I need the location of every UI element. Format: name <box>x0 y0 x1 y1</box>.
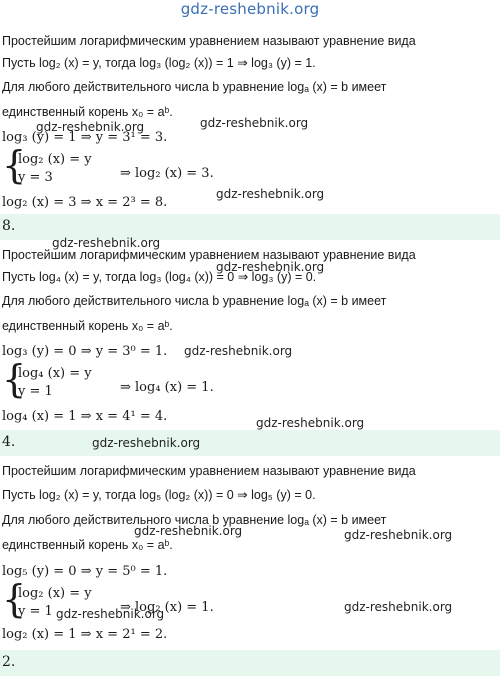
watermark: gdz-reshebnik.org <box>134 524 243 538</box>
answer-bar <box>0 650 500 676</box>
watermark: gdz-reshebnik.org <box>92 436 201 450</box>
substitution-line: Пусть log₂ (x) = y, тогда log₃ (log₂ (x)) = 1 ⇒ log₃ (y) = 1. <box>2 56 316 70</box>
intro-text: Простейшим логарифмическим уравнением называют уравнение вида <box>2 464 416 478</box>
root-line: единственный корень x₀ = aᵇ. <box>2 105 173 119</box>
final-line: log₂ (x) = 1 ⇒ x = 2¹ = 2. <box>2 627 168 642</box>
rule-line: Для любого действительного числа b уравнение logₐ (x) = b имеет <box>2 80 387 94</box>
root-line: единственный корень x₀ = aᵇ. <box>2 538 173 552</box>
answer-value: 8. <box>2 218 16 234</box>
answer-bar <box>0 430 500 456</box>
answer-value: 2. <box>2 654 16 670</box>
watermark: gdz-reshebnik.org <box>56 607 165 621</box>
site-header-link[interactable]: gdz-reshebnik.org <box>180 0 320 18</box>
system-bottom: y = 1 <box>18 604 53 619</box>
rule-line: Для любого действительного числа b уравнение logₐ (x) = b имеет <box>2 294 387 308</box>
system-result: ⇒ log₂ (x) = 3. <box>120 166 214 181</box>
brace-icon: { <box>2 143 27 187</box>
system-result: ⇒ log₂ (x) = 1. <box>120 600 214 615</box>
step-line: log₃ (y) = 0 ⇒ y = 3⁰ = 1. <box>2 344 168 359</box>
intro-text: Простейшим логарифмическим уравнением называют уравнение вида <box>2 34 416 48</box>
substitution-line: Пусть log₄ (x) = y, тогда log₃ (log₄ (x)) = 0 ⇒ log₃ (y) = 0. <box>2 270 317 284</box>
watermark: gdz-reshebnik.org <box>36 120 145 134</box>
system-top: log₄ (x) = y <box>18 366 92 381</box>
watermark: gdz-reshebnik.org <box>216 260 325 274</box>
brace-icon: { <box>2 577 27 621</box>
system-bottom: y = 1 <box>18 384 53 399</box>
watermark: gdz-reshebnik.org <box>52 236 161 250</box>
substitution-line: Пусть log₂ (x) = y, тогда log₅ (log₂ (x)) = 0 ⇒ log₅ (y) = 0. <box>2 488 316 502</box>
system-result: ⇒ log₄ (x) = 1. <box>120 380 214 395</box>
watermark: gdz-reshebnik.org <box>200 116 309 130</box>
brace-icon: { <box>2 357 27 401</box>
equation-system <box>2 143 302 192</box>
step-line: log₃ (y) = 1 ⇒ y = 3¹ = 3. <box>2 130 168 145</box>
watermark: gdz-reshebnik.org <box>344 528 453 542</box>
watermark: gdz-reshebnik.org <box>344 600 453 614</box>
equation-system <box>2 357 302 406</box>
rule-line: Для любого действительного числа b уравнение logₐ (x) = b имеет <box>2 513 387 527</box>
intro-text: Простейшим логарифмическим уравнением называют уравнение вида <box>2 248 416 262</box>
system-bottom: y = 3 <box>18 170 53 185</box>
answer-value: 4. <box>2 434 16 450</box>
watermark: gdz-reshebnik.org <box>216 187 325 201</box>
step-line: log₅ (y) = 0 ⇒ y = 5⁰ = 1. <box>2 564 168 579</box>
watermark: gdz-reshebnik.org <box>256 416 365 430</box>
final-line: log₂ (x) = 3 ⇒ x = 2³ = 8. <box>2 195 168 210</box>
system-top: log₂ (x) = y <box>18 586 92 601</box>
root-line: единственный корень x₀ = aᵇ. <box>2 319 173 333</box>
watermark: gdz-reshebnik.org <box>184 344 293 358</box>
final-line: log₄ (x) = 1 ⇒ x = 4¹ = 4. <box>2 409 168 424</box>
system-top: log₂ (x) = y <box>18 152 92 167</box>
